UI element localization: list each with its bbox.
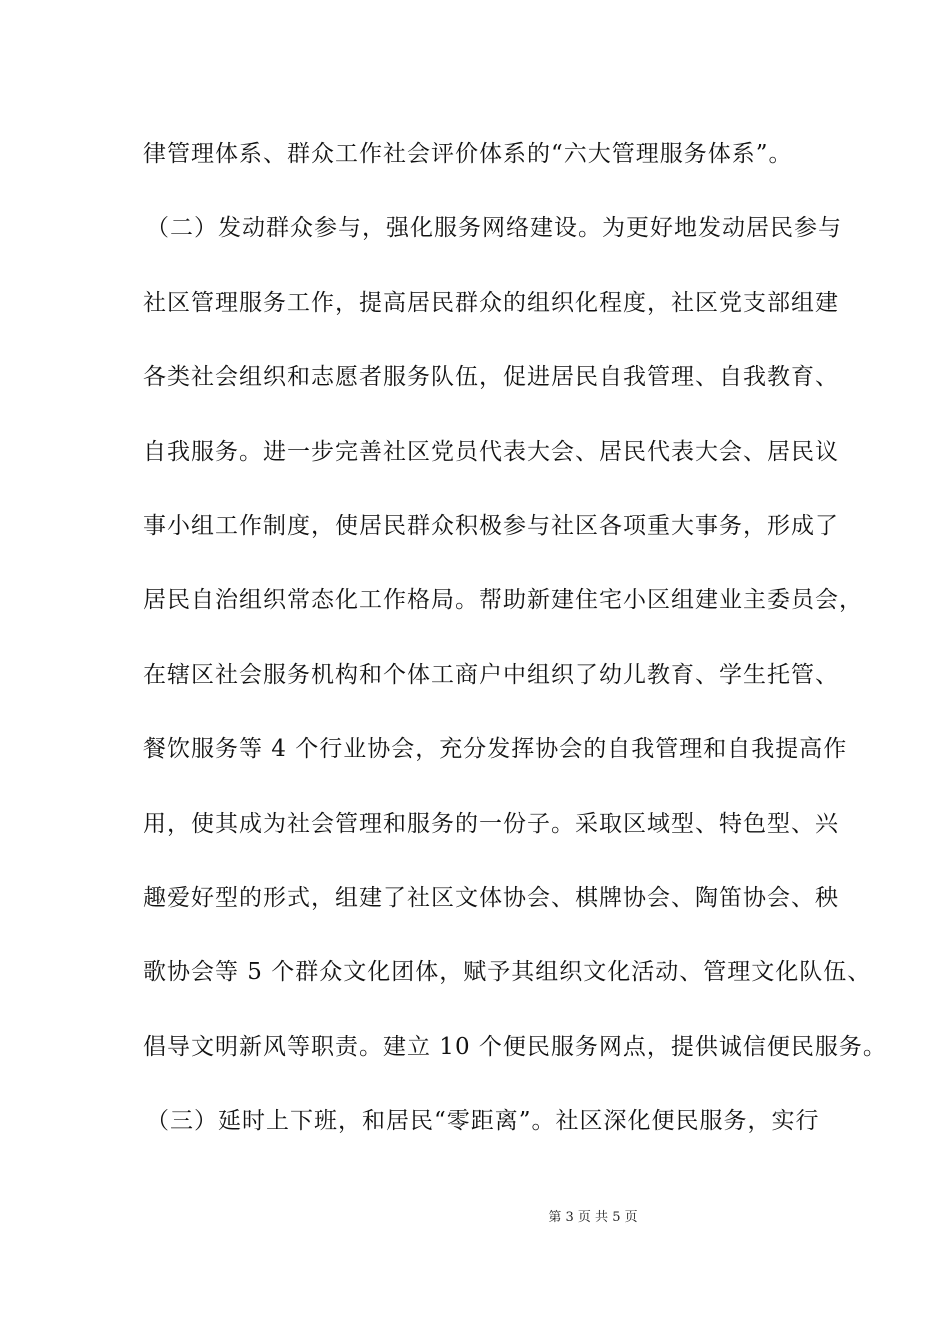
text-line: 事小组工作制度，使居民群众积极参与社区各项重大事务，形成了 [143,513,839,539]
page-footer [0,1208,950,1228]
text-line: 各类社会组织和志愿者服务队伍，促进居民自我管理、自我教育、 [143,364,839,390]
text-line: 律管理体系、群众工作社会评价体系的“六大管理服务体系”。 [143,141,793,167]
page-number: 第 3 页 共 5 页 [548,1210,638,1225]
text-line: 趣爱好型的形式，组建了社区文体协会、棋牌协会、陶笛协会、秧 [143,885,839,911]
text-line: 用，使其成为社会管理和服务的一份子。采取区域型、特色型、兴 [143,811,839,837]
text-line: 居民自治组织常态化工作格局。帮助新建住宅小区组建业主委员会， [143,587,863,613]
text-line: 自我服务。进一步完善社区党员代表大会、居民代表大会、居民议 [143,439,839,465]
text-line: 餐饮服务等 4 个行业协会，充分发挥协会的自我管理和自我提高作 [143,736,848,762]
text-line: 歌协会等 5 个群众文化团体，赋予其组织文化活动、管理文化队伍、 [143,959,872,985]
text-line: （三）延时上下班，和居民“零距离”。社区深化便民服务，实行 [146,1108,820,1134]
text-line: （二）发动群众参与，强化服务网络建设。为更好地发动居民参与 [146,215,842,241]
text-line: 倡导文明新风等职责。建立 10 个便民服务网点，提供诚信便民服务。 [143,1034,887,1060]
text-line: 社区管理服务工作，提高居民群众的组织化程度，社区党支部组建 [143,290,839,316]
text-line: 在辖区社会服务机构和个体工商户中组织了幼儿教育、学生托管、 [143,662,839,688]
